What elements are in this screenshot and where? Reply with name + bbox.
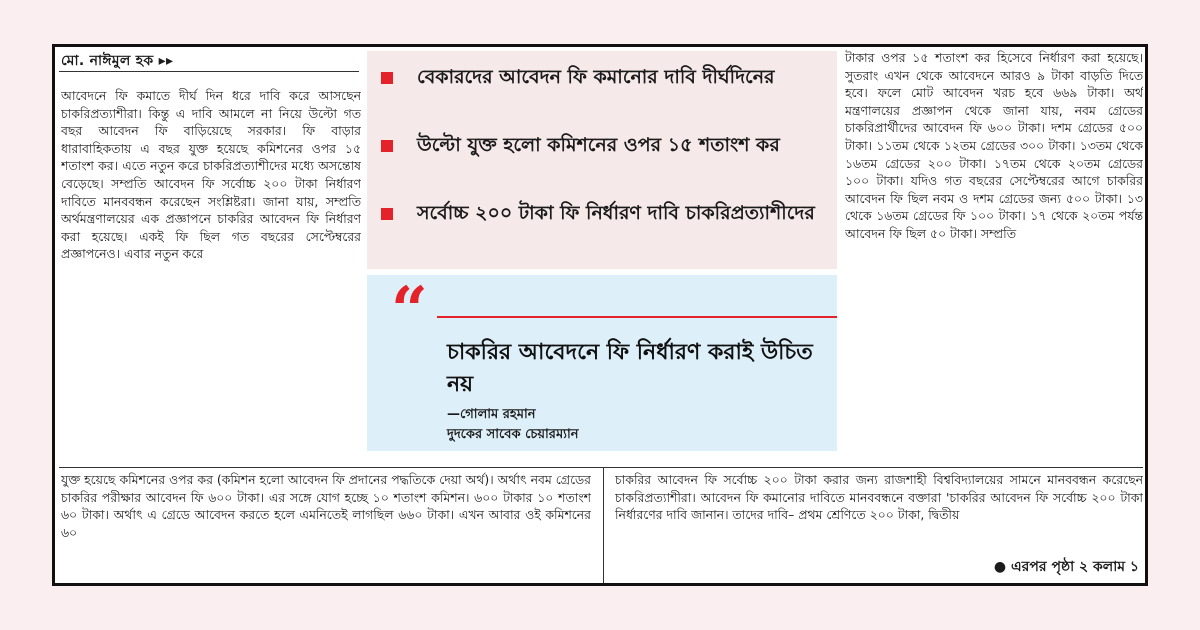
column-divider — [603, 467, 604, 583]
highlight-item — [381, 63, 831, 91]
highlight-item — [381, 131, 831, 159]
byline-rule — [59, 71, 359, 72]
quote-mark-icon: “ — [391, 273, 428, 348]
highlight-text: উল্টো যুক্ত হলো কমিশনের ওপর ১৫ শতাংশ কর — [417, 134, 780, 156]
quote-author-role: দুদকের সাবেক চেয়ারম্যান — [447, 427, 579, 442]
bottom-left-paragraph: যুক্ত হয়েছে কমিশনের ওপর কর (কমিশন হলো আবেদন ফি প্রদানের পদ্ধতিকে দেয়া অর্থ)। অর্থাৎ নবম গ্রেডের চাকরির পরীক্ষার আবেদন ফি ৬০০ টাকা। এর সঙ্গে যোগ হচ্ছে ১০ শতাংশ কমিশন। ৬০০ টাকার ১০ শতাংশ ৬০ টাকা। অর্থাৎ এ গ্রেডে আবেদন করতে হলে এমনিতেই লাগছিল ৬৬০ টাকা। এখন আবার ওই কমিশনের ৬০ — [61, 472, 591, 540]
red-bullet-icon — [381, 72, 393, 84]
bottom-right-text — [615, 471, 1143, 561]
newspaper-clipping — [52, 44, 1148, 586]
right-column-paragraph: টাকার ওপর ১৫ শতাংশ কর হিসেবে নির্ধারণ করা হয়েছে। সুতরাং এখন থেকে আবেদনে আরও ৯ টাকা বাড়তি দিতে হবে। ফলে মোট আবেদন খরচ হবে ৬৬৯ টাকা। অর্থ মন্ত্রণালয়ের প্রজ্ঞাপন থেকে জানা যায়, নবম গ্রেডের চাকরিপ্রার্থীদের আবেদন ফি ৬০০ টাকা। দশম গ্রেডের ৫০০ টাকা। ১১তম থেকে ১২তম গ্রেডের ৩০০ টাকা। ১৩তম থেকে ১৬তম গ্রেডের ২০০ টাকা। ১৭তম থেকে ২০তম গ্রেডের ১০০ টাকা। যদিও গত বছরের সেপ্টেম্বরের আগে চাকরির আবেদন ফি ছিল নবম ও দশম গ্রেডের জন্য ৫০০ টাকা। ১৩ থেকে ১৬তম গ্রেডের ফি ১০০ টাকা। ১৭ থেকে ২০তম পর্যন্ত আবেদন ফি ছিল ৫০ টাকা। সম্প্রতি — [845, 50, 1143, 241]
section-divider — [59, 467, 1143, 468]
quote-author: —গোলাম রহমান — [447, 407, 536, 422]
left-column-paragraph: আবেদনে ফি কমাতে দীর্ঘ দিন ধরে দাবি করে আসছেন চাকরিপ্রত্যাশীরা। কিন্তু এ দাবি আমলে না নিয়ে উল্টো গত বছর আবেদন ফি বাড়িয়েছে সরকার। ফি বাড়ার ধারাবাহিকতায় এ বছর যুক্ত হয়েছে কমিশনের ওপর ১৫ শতাংশ কর। এতে নতুন করে চাকরিপ্রত্যাশীদের মধ্যে অসন্তোষ বেড়েছে। সম্প্রতি আবেদন ফি সর্বোচ্চ ২০০ টাকা নির্ধারণ দাবিতে মানববন্ধন করেছেন সংশ্লিষ্টরা। জানা যায়, সম্প্রতি অর্থমন্ত্রণালয়ের এক প্রজ্ঞাপনে চাকরির আবেদন ফি নির্ধারণ করা হয়েছে। একই ফি ছিল গত বছরের সেপ্টেম্বরের প্রজ্ঞাপনেও। এবার নতুন করে — [61, 88, 361, 262]
highlight-text: বেকারদের আবেদন ফি কমানোর দাবি দীর্ঘদিনের — [417, 66, 775, 88]
red-bullet-icon — [381, 208, 393, 220]
continuation-note: ● এরপর পৃষ্ঠা ২ কলাম ১ — [993, 559, 1139, 575]
red-bullet-icon — [381, 140, 393, 152]
left-column-text — [61, 87, 361, 465]
highlights-box — [367, 51, 837, 269]
right-column-text — [845, 49, 1143, 465]
bottom-left-text — [61, 471, 591, 579]
bottom-right-paragraph: চাকরির আবেদন ফি সর্বোচ্চ ২০০ টাকা করার জন্য রাজশাহী বিশ্ববিদ্যালয়ের সামনে মানববন্ধন করেছেন চাকরিপ্রত্যাশীরা। আবেদন ফি কমানোর দাবিতে মানববন্ধনে বক্তারা 'চাকরির আবেদন ফি সর্বোচ্চ ২০০ টাকা নির্ধারণের দাবি জানান। তাদের দাবি– প্রথম শ্রেণিতে ২০০ টাকা, দ্বিতীয় — [615, 472, 1143, 523]
pull-quote-box — [367, 275, 837, 451]
highlight-text: সর্বোচ্চ ২০০ টাকা ফি নির্ধারণ দাবি চাকরিপ্রত্যাশীদের — [417, 202, 815, 224]
highlight-item — [381, 199, 831, 227]
quote-text: চাকরির আবেদনে ফি নির্ধারণ করাই উচিত নয় — [447, 340, 813, 397]
byline: মো. নাঈমুল হক ▸▸ — [61, 53, 174, 69]
quote-rule — [437, 316, 837, 318]
